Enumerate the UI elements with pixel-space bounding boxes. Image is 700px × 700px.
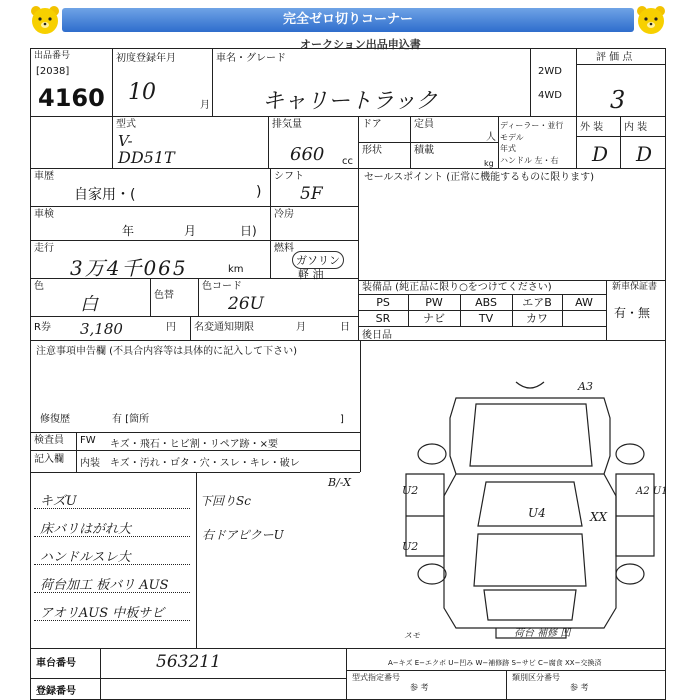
load-unit: kg [484,159,494,168]
mileage-unit: km [228,264,244,275]
drive-2wd: 2WD [538,66,562,77]
handwritten-note: 床バリはがれ大 [40,522,132,537]
class-ref-label: 類別区分番号 [512,673,560,682]
history-value: 自家用・( [74,187,136,203]
color-code: 26U [228,294,264,314]
diagram-note-sub: 荷台 補修 凹 [514,628,571,639]
equipment-item: TV [478,312,494,325]
dealer-label: ディーラー・並行 [500,121,564,130]
name-change-label: 名変通知期限 [194,322,254,333]
equipment-item: エアB [522,296,552,309]
inspector-label-1: 検査員 [34,435,64,446]
rating-value: 3 [610,86,626,114]
color-label: 色 [34,281,44,292]
drive-4wd: 4WD [538,90,562,101]
color-change-label: 色替 [154,290,174,301]
recycle-label: R券 [34,322,51,333]
year-label: 年式 [500,144,516,153]
damage-legend: A−キズ E−エクボ U−凹み W−補修跡 S−サビ C−腐食 XX−交換済 [388,659,602,667]
banner [0,0,700,40]
handwritten-note: 荷台加工 板バリ AUS [40,578,169,593]
int-grade: D [636,142,653,166]
handwritten-note: ハンドルスレ大 [40,550,131,565]
displacement-value: 660 [290,144,325,165]
shift-label: シフト [274,171,304,182]
repair-close: ] [340,414,344,425]
diagram-note-2: 右ドアピクーU [202,528,284,542]
notes-label: 注意事項申告欄 (不具合内容等は具体的に記入して下さい) [36,346,297,357]
load-label: 積載 [414,145,434,156]
bear-mascot-icon [634,4,668,36]
history-close: ) [256,184,262,200]
diagram-note-a3: A3 [578,380,593,393]
ref-label-1: 参 考 [410,683,429,692]
ext-grade: D [592,142,609,166]
displacement-unit: cc [342,156,353,167]
fw-text: キズ・飛石・ヒビ割・リペア跡・×要 [110,439,278,450]
fuel-label: 燃料 [274,243,294,254]
capacity-unit: 人 [486,132,496,143]
diagram-note-u2b: U2 [402,540,419,553]
form-header: オークション出品申込書 [300,38,421,51]
first-reg-year: 10 [128,80,156,105]
equipment-item: PS [376,296,390,309]
handwritten-note: キズU [40,494,77,509]
diagram-note-bx: B/-X [328,476,351,489]
inspection-label: 車検 [34,209,54,220]
type-value: DD51T [118,148,175,167]
diagram-note-u2a: U2 [402,484,419,497]
color-value: 白 [80,294,98,315]
ext-label: 外 装 [580,122,604,133]
shift-value: 5F [300,184,323,204]
recycle-unit: 円 [166,322,176,333]
diagram-note-xx: XX [590,510,608,524]
warranty-value: 有・無 [614,306,651,320]
equipment-item: ナビ [423,312,445,325]
diagram-note-u4: U4 [528,506,546,520]
shape-label: 形状 [362,145,382,156]
aircon-label: 冷房 [274,209,294,220]
type-label: 型式 [116,119,136,130]
diagram-note-1: 下回りSc [200,494,251,508]
lot-label: 出品番号 [34,51,71,61]
first-reg-label: 初度登録年月 [116,53,176,64]
fw-label: FW [80,435,96,446]
warranty-label: 新車保証書 [612,282,658,292]
name-change-day: 日 [340,322,350,333]
displacement-label: 排気量 [272,119,302,130]
history-label: 車歴 [34,171,54,182]
banner-title: 完全ゼロ切りコーナー [62,8,634,32]
bear-mascot-icon [28,4,62,36]
chassis-label: 車台番号 [36,658,76,669]
aftermarket-label: 後日品 [362,330,392,341]
diagram-note-sumo: スモ [404,631,420,640]
capacity-label: 定員 [414,119,434,130]
recycle-value: 3,180 [80,320,123,338]
diagram-note-a2: A2 U1 [636,486,668,497]
equipment-item: PW [425,296,443,309]
type-ref-label: 型式指定番号 [352,673,400,682]
equipment-label: 装備品 (純正品に限り○をつけてください) [362,282,552,293]
lot-sub: [2038] [36,66,70,77]
model-name-label: 車名・グレード [216,53,286,64]
name-change-month: 月 [296,322,306,333]
fuel-diesel: 軽 油 [298,268,324,281]
first-reg-unit: 月 [200,100,210,111]
model-name-value: キャリートラック [262,89,438,114]
type-prefix: V- [118,132,133,150]
rating-label: 評 価 点 [596,52,633,63]
mileage-label: 走行 [34,243,54,254]
interior-text: キズ・汚れ・ロ゙タ・穴・スレ・キレ・破レ [110,458,300,469]
handwritten-note: アオリAUS 中板サビ [40,606,165,621]
fuel-gas: ガソリン [292,251,344,269]
doors-label: ドア [362,119,382,130]
inspection-month: 月 [184,224,197,238]
interior-label: 内装 [80,458,100,469]
lot-number: 4160 [38,84,105,112]
model-year-label: モデル [500,133,524,142]
int-label: 内 装 [624,122,648,133]
inspector-label-2: 記入欄 [34,454,64,465]
chassis-value: 563211 [156,652,221,672]
repair-value: 有 [箇所 [112,414,150,425]
registration-label: 登録番号 [36,686,76,697]
ref-label-2: 参 考 [570,683,589,692]
equipment-item: ABS [475,296,497,309]
handle-label: ハンドル 左・右 [500,156,559,165]
equipment-item: カワ [526,312,548,325]
equipment-item: AW [575,296,593,309]
color-code-label: 色コード [202,281,242,292]
repair-label: 修復歴 [40,414,70,425]
sales-point-label: セールスポイント (正常に機能するものに限ります) [364,172,595,183]
inspection-year: 年 [122,224,135,238]
mileage-value: 3万4千065 [70,256,188,280]
equipment-item: SR [375,312,391,325]
inspection-day: 日) [240,224,257,238]
